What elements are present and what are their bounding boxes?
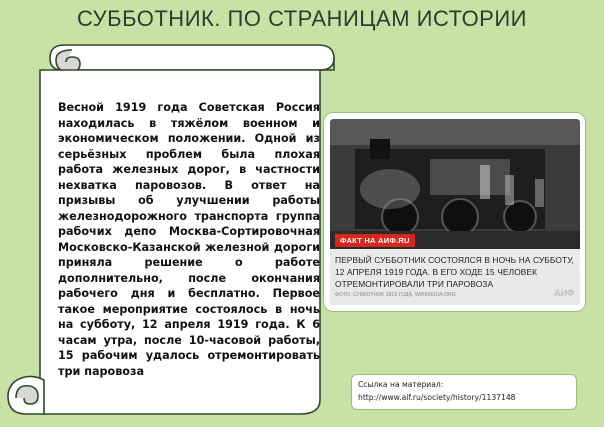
- subbotnik-photo: [330, 119, 580, 305]
- source-label: Ссылка на материал:: [358, 380, 444, 389]
- photo-credit: ФОТО: СУББОТНИК 1919 ГОДА, WIKIMEDIA.ORG: [335, 292, 456, 298]
- photo-caption: ПЕРВЫЙ СУББОТНИК СОСТОЯЛСЯ В НОЧЬ НА СУББОТУ, 12 АПРЕЛЯ 1919 ГОДА. В ЕГО ХОДЕ 15 ЧЕЛОВЕК ОТРЕМОНТИРОВАЛИ ТРИ ПАРОВОЗА: [335, 255, 574, 289]
- source-box: [351, 374, 577, 410]
- fact-badge: ФАКТ НА АИФ.RU: [335, 234, 415, 247]
- source-link[interactable]: http://www.aif.ru/society/history/1137148: [358, 392, 516, 402]
- photo-card: [323, 112, 586, 312]
- history-text: Весной 1919 года Советская Россия находилась в тяжёлом военном и экономическом положении. Одной из серьёзных проблем была плохая работа железных дорог, в частности нехватка паровозов. В ответ на призывы об улучшении работы железнодорожного транспорта группа рабочих депо Москва-Сортировочная Московско-Казанской железной дороги приняла решение о работе дополнительно, после окончания рабочего дня и бесплатно. Первое такое мероприятие состоялось в ночь на субботу, 12 апреля 1919 года. К 6 часам утра, после 10-часовой работы, 15 рабочим удалось отремонтировать три паровоза: [58, 101, 320, 378]
- aif-watermark: АИФ: [554, 288, 574, 298]
- photo-caption-bar: [330, 249, 580, 305]
- page-title: СУББОТНИК. ПО СТРАНИЦАМ ИСТОРИИ: [77, 6, 527, 31]
